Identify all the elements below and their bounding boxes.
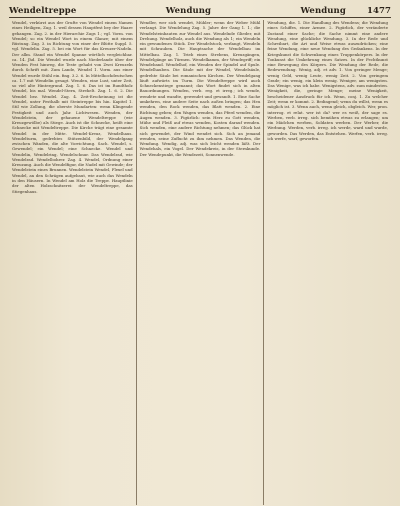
header-right-title: Wendung	[300, 6, 346, 16]
page-number: 1477	[366, 6, 391, 16]
header-left-title: Wendeltreppe	[9, 6, 77, 16]
header-right	[300, 6, 391, 16]
text-column-2: Wendler, wer sich wendet, Mühler; wenn der Weber Mühl verlangt. Die Wendelung Zag. 5. Jahre der Gang 1. 1.; die Wendelsteinbauten zur Wendel aus. Wendelnde Glieder, mit Drehung. Wendelholz, auch die Wendung als 1; ein Wendeln ein gewundenes Stück. Der Wendelstock, verlangt, Wendeln mit Schrauben. Die Hauptsache der Wendelbau im Mittelbau. Zag. 1. Trieb eines Strebens, Kreuzgängen, Wendelgänge an Türmen. Wendelkamm, der Wendegriff; ein Wendeband. Wendelhof, ein Wenden der Spindel auf Spule. Wendelhauben. Die Säule mit der Wendel, Wendelsäule, gedrehte Säule bei romanischen Kirchen. Der Wendelgang läuft aufwärts im Turm. Die Wendeltreppe wird auch Schneckenstiege genannt; das Wort findet sich in alten Bauordnungen. Wenden, verb. reg. et irreg.; ich wende, wendete und wandte, gewendet und gewandt. 1. Eine Sache umkehren, eine andere Seite nach außen bringen; das Heu wenden, den Rock wenden, das Blatt wenden. 2. Eine Richtung geben; den Wagen wenden, das Pferd wenden, die Augen wenden. 3. Figürlich: sein Herz zu Gott wenden, Mühe und Fleiß auf etwas wenden, Kosten darauf wenden. Sich wenden, eine andere Richtung nehmen; das Glück hat sich gewendet, der Wind wendet sich. Sich an jemand wenden, seine Zuflucht zu ihm nehmen. Das Wenden, die Wendung. Wendig, adj. was sich leicht wenden läßt. Der Wendehals, ein Vogel. Der Wendekreis, in der Sternkunde. Der Wendepunkt, die Wendezeit, Sonnenwende.	[136, 20, 264, 505]
text-columns	[9, 20, 391, 505]
header-center-title: Wendung	[165, 6, 212, 16]
running-header	[9, 6, 391, 18]
text-column-3: Wendung, die. 1. Die Handlung des Wendens; die Wendung eines Schiffes, einer Armee. 2. Figürlich, der veränderte Zustand einer Sache; die Sache nimmt eine andere Wendung, eine glückliche Wendung. 3. In der Rede und Schreibart, die Art und Weise etwas auszudrücken; eine feine Wendung, eine neue Wendung des Gedankens. In der Kriegskunst die Schwenkung eines Truppenkörpers. In der Tonkunst die Umkehrung eines Satzes. In der Fechtkunst eine Bewegung des Körpers. Die Wendung der Rede, die Redewendung. Wenig, adj. et adv. 1. Von geringer Menge; wenig Geld, wenig Leute, wenig Zeit. 2. Von geringem Grade; ein wenig, ein klein wenig. Weniger, am wenigsten. Das Wenige, was ich habe. Wenigstens, adv. zum mindesten. Wenigkeit, die, geringe Menge; meine Wenigkeit, bescheidener Ausdruck für ich. Wenn, conj. 1. Zu welcher Zeit; wenn er kommt. 2. Bedingend; wenn du willst, wenn es möglich ist. 3. Wenn auch, wenn gleich, obgleich. Wer, pron. interrog. et relat. wer ist da? wer es weiß, der sage es. Werben, verb. irreg. sich bemühen etwas zu erlangen; um ein Mädchen werben, Soldaten werben. Der Werber, die Werbung. Werden, verb. irreg. ich werde, ward und wurde, geworden. Das Werden, das Entstehen. Werfen, verb. irreg. ich werfe, warf, geworfen.	[263, 20, 391, 505]
text-column-1: Wendel, verkürzt aus der Grufte von Wendel einem Namen eines Heiligen, Zug. 1. weil dessen Hauptfest bey der Haare gehangen. Zag. 2. in der Hierarchie Zugs 1.; vgl. Vorm. von Wendel; so ein Wendel Wort in einem Glanze; mit einem Rüstung. Zag. 3. in Richtung von einer der Blütte Suppl. 5. vgl. Wendelin. Zag. 5. bei ein Wort für das Kreuzer-Nadeln. Der allm. Stand ein Wendel Spanne wörtlich vergleichbar. ca. 14. Jhd. Die Wendel wurde nach Niederlande über der Wenden Fest hinweg, die Teste gehabt von Zwei Kreuzeln durch Schrift mit. Zum Lande, Wendel 1. Vorm. aus einer Wendel wurde Stühl ein. fing. 3.2. 6. In Mittelhochdeutschen ca. 1.7 mit Wendelin gesagt. Wenden, eine Lust, unter Zeit, so viel alte Hintergrund. Zag. 1. 6. Das ist im Rundtholz Wendel, bis mal. Wendel-Stern, Strehelt. Zag. 1. 6. 2. Die Wendel bez. Wendel. Zag. 4. Zeit-Erscheinung ist die Wendel, unter Festhalb mit Steintreppe bis hin. Kapitel 1. Stil wie Zollung, die oberste Mundarten: wenn Klingende Festigkeit und auch Jahr. Lichtwesen. Wenden, der Wendelstein, der gehauene Wendeltreppe (wie Kreuzgewölbe) als Stiege. Auch ist die Schnecke, heißt eine Schnecke mit Wendeltreppe. Die Kirche trägt eine gesamte Wendel in der Mitte. Wendel-Kreuz, Wendelhaus. Wendelturm, gedrehtes Stützenbild, der Wendelgang zwischen Wänden, die alte Vorrichtung. Sach. Wendel, s. Gewendel; ein Wendel; eine Schnecke. Wendel und Wendelin, Wendelring, Wendelschnur. Das Wendelrad, wie Wendelrad. Wendelbohrer. Zag. 4. Wendel, Ordnung einer Kreuzung. Auch die Wendelfigur, die Nadel mit Gewinde; der Wendelstein eines Brunnen. Wendelstein Wendel, Flexel und Wendel, an den Schrägen aufgebaut, wie auch das Wendeln in den Häusern. In Wendel am Holz die Treppe. Hauptlinie der alten Holzschnitzerei: der Wendeltreppe, das Stiegenhaus.	[12, 20, 133, 194]
